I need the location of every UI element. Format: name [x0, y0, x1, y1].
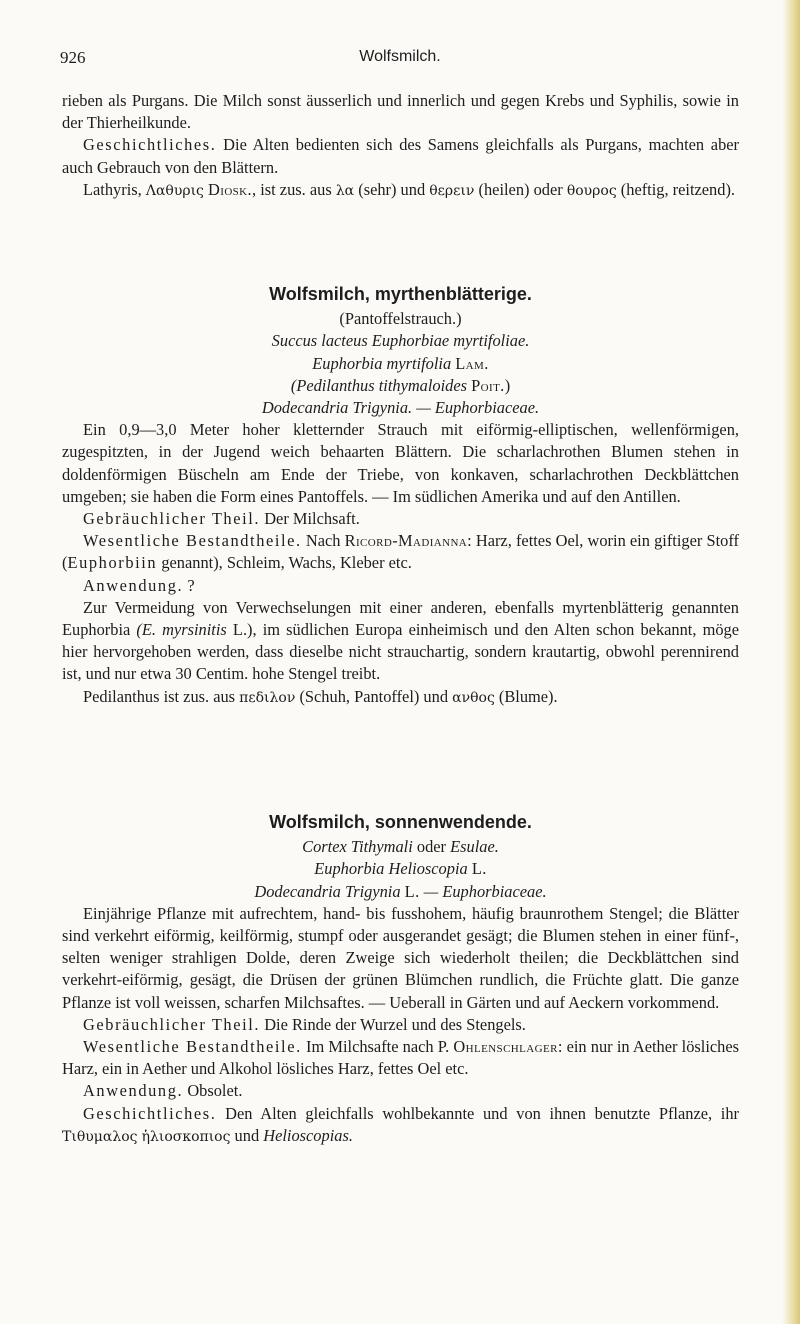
species-line: Euphorbia Helioscopia L.: [314, 859, 487, 879]
etymology-paragraph: Lathyris, Λαθυρις Diosk., ist zus. aus λα (sehr) und θερειν (heilen) oder θουρος (heftig, reitzend).: [83, 179, 736, 199]
history-paragraph: Geschichtliches. Den Alten gleichfalls wohlbekannte und von ihnen benutzte Pflanze, ihr Τιθυμαλος ἡλιοσκοπιος und Helioscopias.: [62, 1103, 739, 1145]
page-header: [0, 48, 800, 78]
page-number: 926: [60, 48, 86, 67]
description-paragraph: Ein 0,9—3,0 Meter hoher kletternder Strauch mit eiförmig-elliptischen, wellenförmigen, zugespitzten, in der Jugend weich behaarten Blättern. Die scharlachrothen Blumen stehen in doldenförmigen Büscheln am Ende der Triebe, von konkaven, scharlachrothen Deckblättchen umgeben; sie haben die Form eines Pantoffels. — Im südlichen Amerika und auf den Antillen.: [62, 420, 739, 506]
part-paragraph: Gebräuchlicher Theil. Die Rinde der Wurzel und des Stengels.: [83, 1014, 526, 1034]
description-paragraph: Einjährige Pflanze mit aufrechtem, hand- bis fusshohem, häufig braunrothem Stengel; die Blätter sind verkehrt eiförmig, keilförmig, stumpf oder ausgerandet gesägt; die Blumen stehen in einer fünf-, selten weniger strahligen Dolde, deren Zweige sich wiederholt theilen; die Deckblättchen sind verkehrt-eiförmig, gesägt, die Drüsen der grünen Blümchen rundlich, die Früchte glatt. Die ganze Pflanze ist voll weissen, scharfen Milchsaftes. — Ueberall in Gärten und auf Aeckern vorkommend.: [62, 903, 739, 1012]
page-edge: [782, 0, 800, 1324]
section-subtitle: (Pantoffelstrauch.): [339, 309, 462, 329]
note-paragraph: Zur Vermeidung von Verwechselungen mit einer anderen, ebenfalls myrtenblätterig genannten Euphorbia (E. myrsinitis L.), im südlichen Europa einheimisch und den Alten schon bekannt, möge hier hervorgehoben werden, dass dieselbe nicht strauchartig, sondern krautartig, obwohl perennirend ist, und nur etwa 30 Centim. hohe Stengel treibt.: [62, 597, 740, 684]
part-paragraph: Gebräuchlicher Theil. Der Milchsaft.: [83, 509, 360, 529]
history-label: Geschichtliches.: [83, 135, 217, 155]
section-sun: [62, 811, 739, 1148]
section-title: Wolfsmilch, myrthenblätterige.: [269, 284, 532, 304]
constituents-paragraph: Wesentliche Bestandtheile. Nach Ricord-Madianna: Harz, fettes Oel, worin ein giftiger Stoff (Euphorbiin genannt), Schleim, Wachs, Kleber etc.: [62, 531, 739, 573]
section-title: Wolfsmilch, sonnenwendende.: [269, 812, 532, 832]
use-paragraph: Anwendung. ?: [83, 575, 195, 595]
running-title: Wolfsmilch.: [359, 48, 441, 65]
constituents-paragraph: Wesentliche Bestandtheile. Im Milchsafte nach P. Ohlenschlager: ein nur in Aether lösliches Harz, ein in Aether und Alkohol lösliches Harz, fettes Oel etc.: [62, 1037, 739, 1079]
etymology-paragraph: Pedilanthus ist zus. aus πεδιλον (Schuh, Pantoffel) und ανθος (Blume).: [83, 686, 558, 706]
species-line: Euphorbia myrtifolia Lam.: [312, 353, 489, 373]
intro-block: [62, 90, 739, 202]
intro-paragraph: rieben als Purgans. Die Milch sonst äusserlich und innerlich und gegen Krebs und Syphilis, sowie in der Thierheilkunde.: [62, 91, 739, 133]
classification-line: Dodecandria Trigynia L. — Euphorbiaceae.: [254, 881, 547, 901]
history-paragraph: Geschichtliches. Die Alten bedienten sich des Samens gleichfalls als Purgans, machten aber auch Gebrauch von den Blättern.: [62, 135, 739, 177]
drug-name: Cortex Tithymali oder Esulae.: [302, 837, 499, 857]
synonym-line: (Pedilanthus tithymaloides Poit.): [290, 375, 511, 395]
section-myrtle: [62, 283, 739, 709]
classification-line: Dodecandria Trigynia. — Euphorbiaceae.: [261, 398, 540, 418]
use-paragraph: Anwendung. Obsolet.: [83, 1081, 243, 1101]
drug-name: Succus lacteus Euphorbiae myrtifoliae.: [271, 331, 530, 351]
